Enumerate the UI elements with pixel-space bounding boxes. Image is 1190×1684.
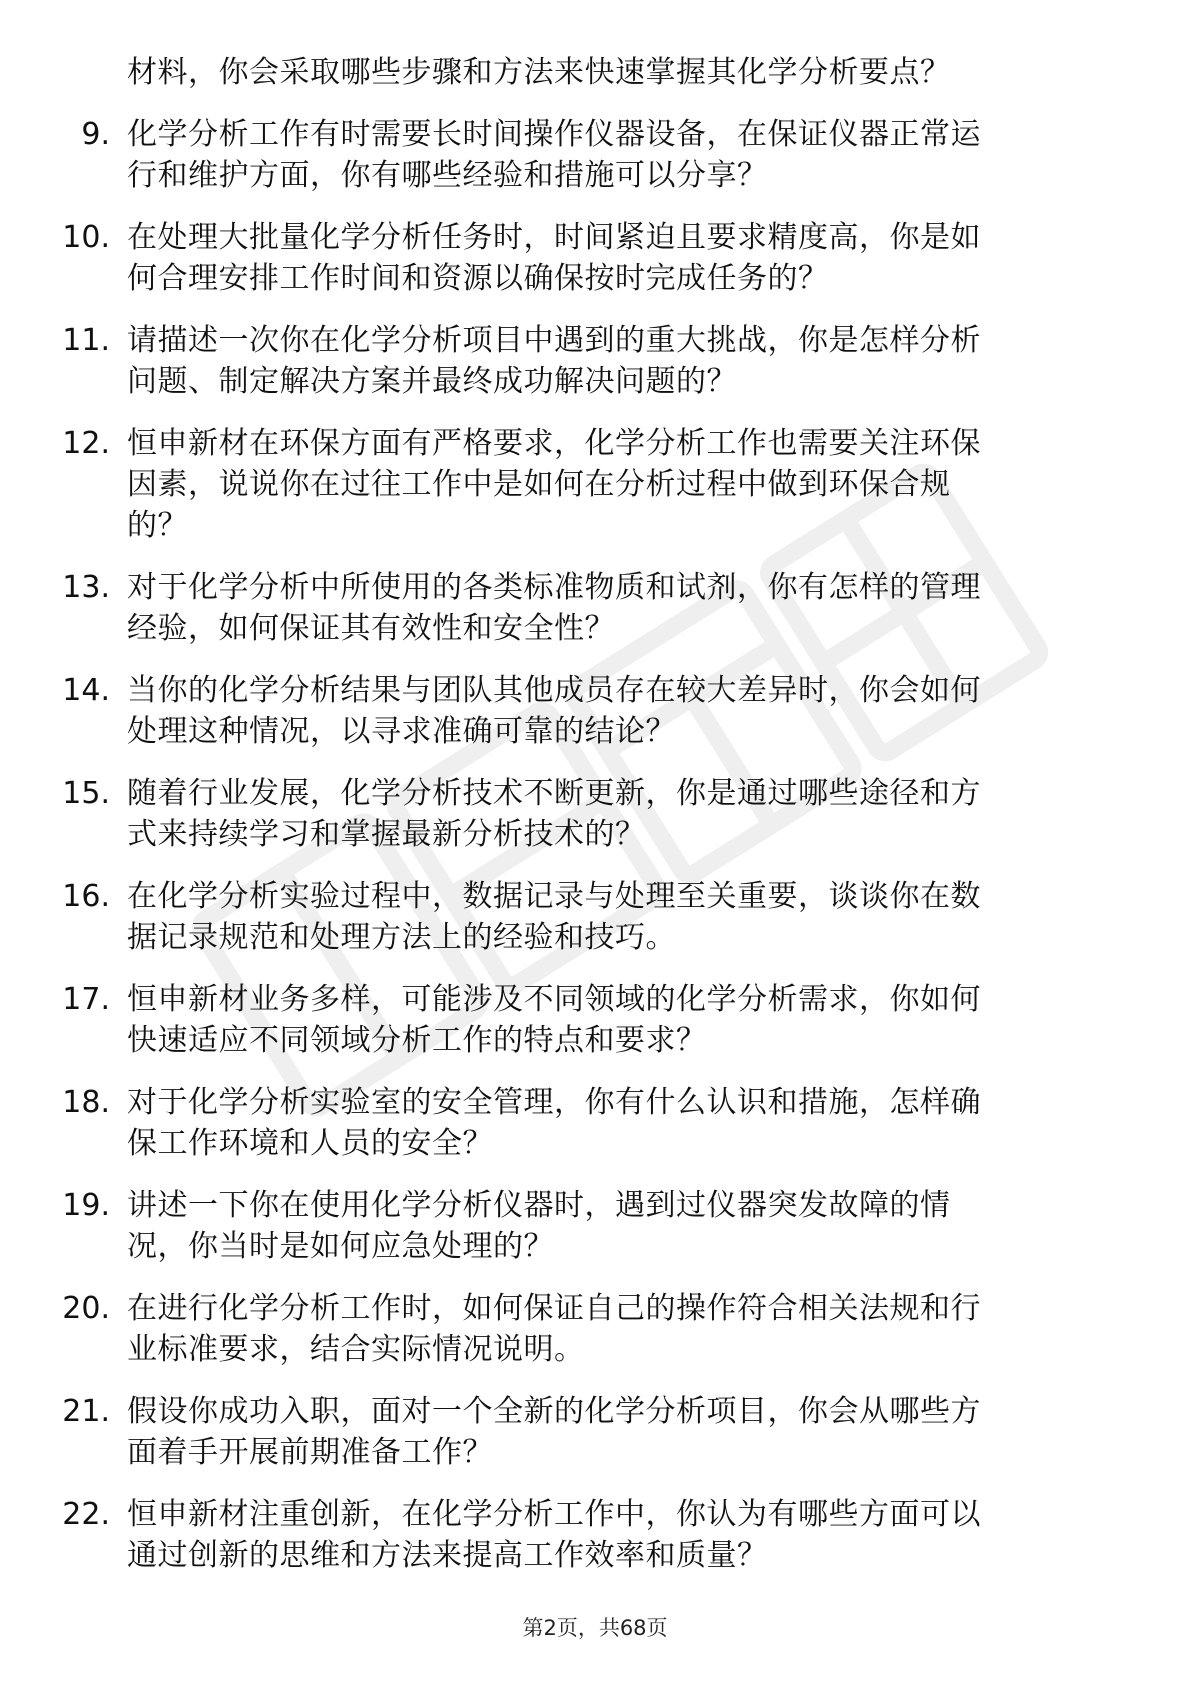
- question-item: [0, 217, 1117, 299]
- question-number: 22.: [62, 1497, 110, 1532]
- question-text: 化学分析工作有时需要长时间操作仪器设备，在保证仪器正常运 行和维护方面，你有哪些经验和措施可以分享？: [127, 117, 981, 193]
- question-number: 16.: [62, 879, 110, 914]
- question-text: 请描述一次你在化学分析项目中遇到的重大挑战，你是怎样分析 问题、制定解决方案并最终成功解决问题的？: [127, 323, 981, 399]
- question-number: 15.: [62, 776, 110, 811]
- question-text: 在处理大批量化学分析任务时，时间紧迫且要求精度高，你是如 何合理安排工作时间和资源以确保按时完成任务的？: [127, 220, 981, 296]
- question-number: 9.: [81, 117, 110, 152]
- question-item: [0, 1391, 1117, 1473]
- question-number: 18.: [62, 1085, 110, 1120]
- question-number: 21.: [62, 1394, 110, 1429]
- question-number: 19.: [62, 1188, 110, 1223]
- question-text: 对于化学分析中所使用的各类标准物质和试剂，你有怎样的管理 经验，如何保证其有效性和安全性？: [127, 570, 981, 646]
- question-item: [0, 567, 1117, 649]
- question-number: 13.: [62, 570, 110, 605]
- question-text: 随着行业发展，化学分析技术不断更新，你是通过哪些途径和方 式来持续学习和掌握最新分析技术的？: [127, 776, 981, 852]
- question-text: 恒申新材业务多样，可能涉及不同领域的化学分析需求，你如何 快速适应不同领域分析工作的特点和要求？: [127, 982, 981, 1058]
- question-text: 在进行化学分析工作时，如何保证自己的操作符合相关法规和行 业标准要求，结合实际情况说明。: [127, 1291, 981, 1367]
- question-number: 20.: [62, 1291, 110, 1326]
- question-number: 14.: [62, 673, 110, 708]
- question-item: [0, 1185, 1117, 1267]
- question-item: [0, 670, 1117, 752]
- question-number: 11.: [62, 323, 110, 358]
- question-number: 12.: [62, 426, 110, 461]
- question-text: 在化学分析实验过程中，数据记录与处理至关重要，谈谈你在数 据记录规范和处理方法上的经验和技巧。: [127, 879, 981, 955]
- question-text: 对于化学分析实验室的安全管理，你有什么认识和措施，怎样确 保工作环境和人员的安全？: [127, 1085, 981, 1161]
- question-item: [0, 1494, 1117, 1576]
- question-text: 假设你成功入职，面对一个全新的化学分析项目，你会从哪些方 面着手开展前期准备工作？: [127, 1394, 981, 1470]
- question-item: [0, 979, 1117, 1061]
- continued-question-text: 材料，你会采取哪些步骤和方法来快速掌握其化学分析要点？: [127, 55, 951, 90]
- question-text: 恒申新材注重创新，在化学分析工作中，你认为有哪些方面可以 通过创新的思维和方法来提高工作效率和质量？: [127, 1497, 981, 1573]
- question-number: 17.: [62, 982, 110, 1017]
- question-content: [0, 52, 1190, 1576]
- question-item: [0, 1082, 1117, 1164]
- question-item: [0, 114, 1117, 196]
- question-list: [0, 114, 1190, 1576]
- question-text: 恒申新材在环保方面有严格要求，化学分析工作也需要关注环保 因素，说说你在过往工作中是如何在分析过程中做到环保合规 的？: [127, 426, 981, 543]
- question-item: [0, 423, 1117, 546]
- question-item: [0, 773, 1117, 855]
- question-item: [0, 876, 1117, 958]
- question-text: 讲述一下你在使用化学分析仪器时，遇到过仪器突发故障的情 况，你当时是如何应急处理的？: [127, 1188, 951, 1264]
- question-item: [0, 320, 1117, 402]
- question-text: 当你的化学分析结果与团队其他成员存在较大差异时，你会如何 处理这种情况，以寻求准确可靠的结论？: [127, 673, 981, 749]
- question-number: 10.: [62, 220, 110, 255]
- page-footer: 第2页，共68页: [522, 1616, 668, 1640]
- question-item: [0, 1288, 1117, 1370]
